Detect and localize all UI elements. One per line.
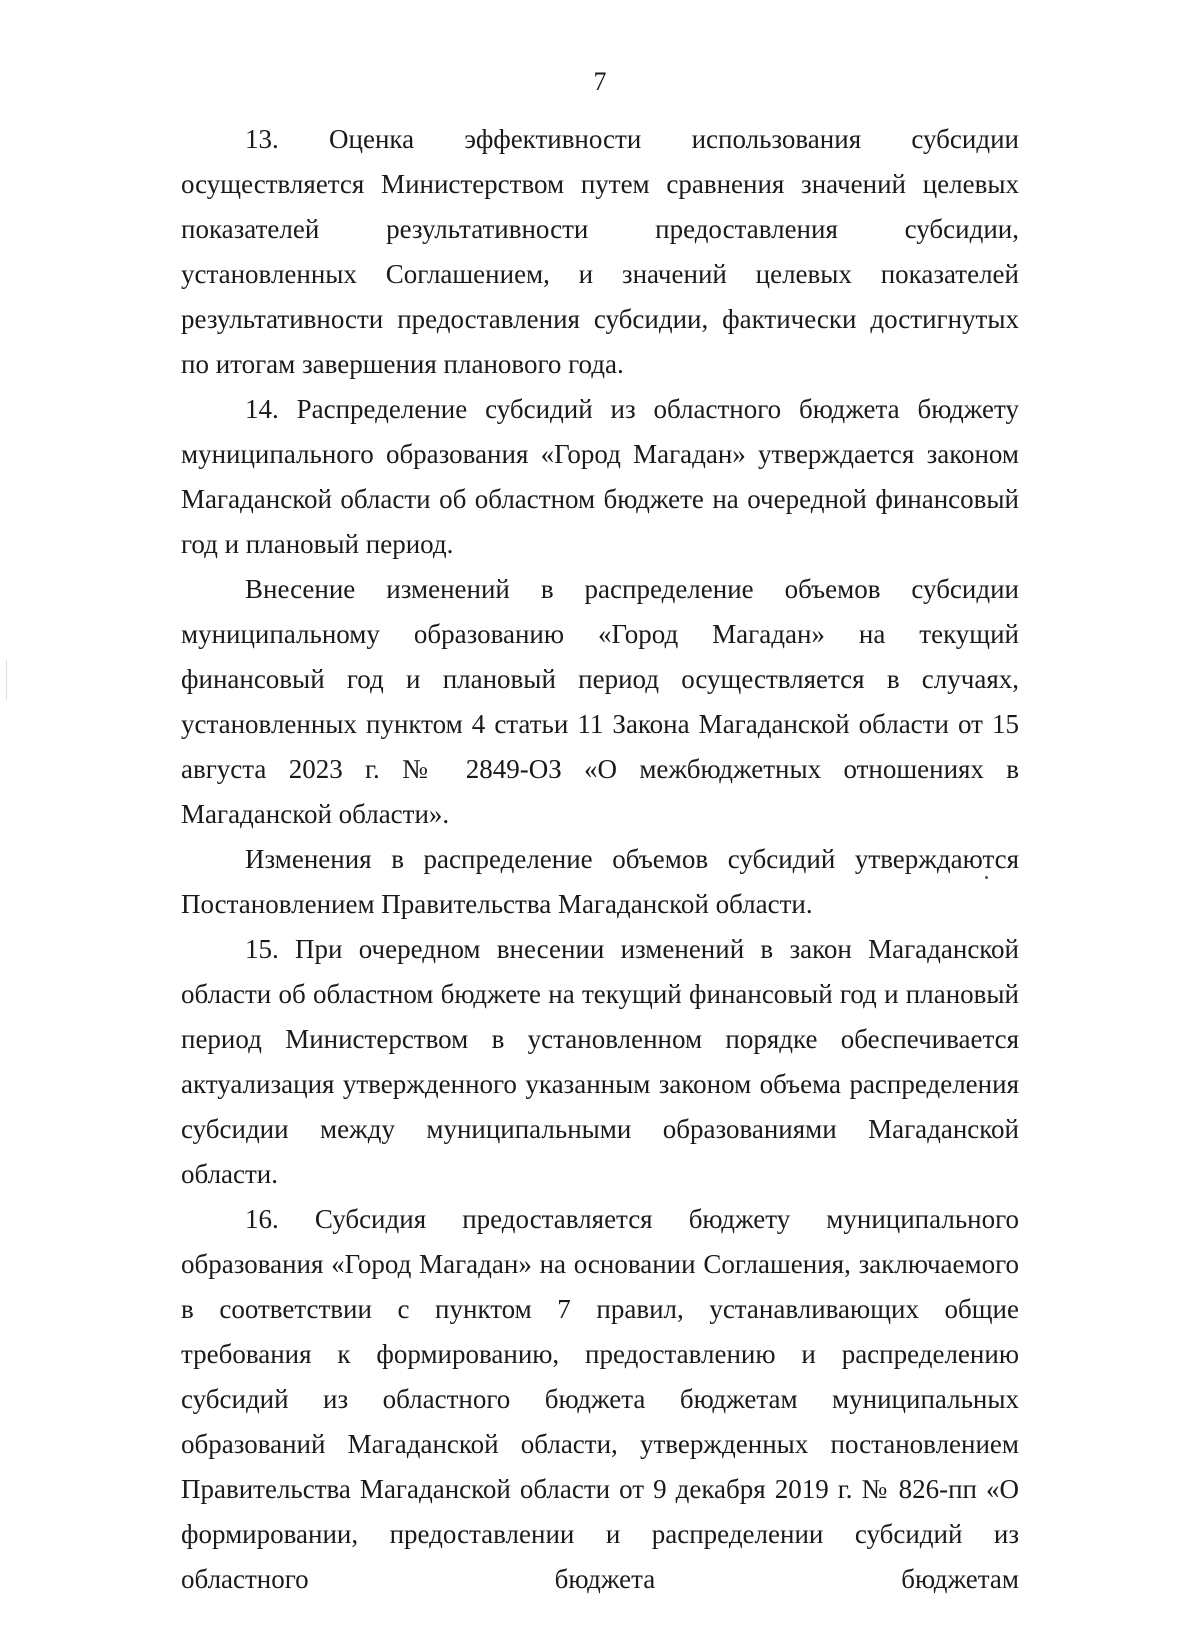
paragraph-14-amendments: Внесение изменений в распределение объемов субсидии муниципальному образованию «Город Магадан» на текущий финансовый год и плановый период осуществляется в случаях, установленных пунктом 4 статьи 11 Закона Магаданской области от 15 августа 2023 г. № 2849-ОЗ «О межбюджетных отношениях в Магаданской области». (181, 574, 1019, 829)
scan-margin-mark (6, 660, 7, 700)
scan-speck (985, 876, 988, 879)
paragraph-15: 15. При очередном внесении изменений в закон Магаданской области об областном бюджете на текущий финансовый год и плановый период Министерством в установленном порядке обеспечивается актуализация утвержденного указанным законом объема распределения субсидии между муниципальными образованиями Магаданской области. (181, 934, 1019, 1189)
paragraph-13: 13. Оценка эффективности использования субсидии осуществляется Министерством путем сравнения значений целевых показателей результативности предоставления субсидии, установленных Соглашением, и значений целевых показателей результативности предоставления субсидии, фактически достигнутых по итогам завершения планового года. (181, 124, 1019, 379)
paragraph-14: 14. Распределение субсидий из областного бюджета бюджету муниципального образования «Город Магадан» утверждается законом Магаданской области об областном бюджете на очередной финансовый год и плановый период. (181, 394, 1019, 559)
paragraph-16: 16. Субсидия предоставляется бюджету муниципального образования «Город Магадан» на основании Соглашения, заключаемого в соответствии с пунктом 7 правил, устанавливающих общие требования к формированию, предоставлению и распределению субсидий из областного бюджета бюджетам муниципальных образований Магаданской области, утвержденных постановлением Правительства Магаданской области от 9 декабря 2019 г. № 826-пп «О формировании, предоставлении и распределении субсидий из областного бюджета бюджетам (181, 1204, 1019, 1594)
page-number: 7 (593, 67, 607, 96)
paragraph-14-approval: Изменения в распределение объемов субсидий утверждаются Постановлением Правительства Магаданской области. (181, 844, 1019, 919)
document-body (181, 117, 1019, 1602)
